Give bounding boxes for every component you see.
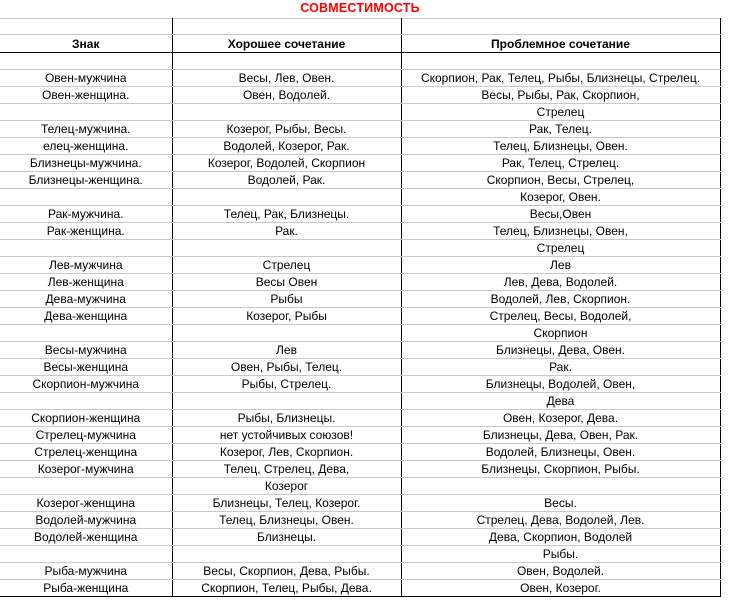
cell-bad: Лев <box>401 257 720 274</box>
cell-bad: Близнецы, Скорпион, Рыбы. <box>401 461 720 478</box>
cell-good: Козерог, Водолей, Скорпион <box>172 155 401 172</box>
cell-bad: Рак. <box>401 359 720 376</box>
cell-sign: Лев-женщина <box>0 274 172 291</box>
cell-sign: Весы-мужчина <box>0 342 172 359</box>
cell-bad: Стрелец <box>401 104 720 121</box>
cell-sign: Водолей-женщина <box>0 529 172 546</box>
cell-good <box>172 189 401 206</box>
cell-good: нет устойчивых союзов! <box>172 427 401 444</box>
table-row <box>0 580 720 597</box>
cell-good <box>172 393 401 410</box>
table-row <box>0 563 720 580</box>
cell-good: Козерог <box>172 478 401 495</box>
cell-bad: Телец, Близнецы, Овен. <box>401 138 720 155</box>
sheet-title: СОВМЕСТИМОСТЬ <box>300 1 420 15</box>
cell-sign: Близнецы-женщина. <box>0 172 172 189</box>
cell-good: Весы, Скорпион, Дева, Рыбы. <box>172 563 401 580</box>
table-row <box>0 359 720 376</box>
table-row <box>0 274 720 291</box>
table-row <box>0 104 720 121</box>
cell-bad: Водолей, Лев, Скорпион. <box>401 291 720 308</box>
cell-good <box>172 53 401 70</box>
cell-sign <box>0 325 172 342</box>
table-row <box>0 495 720 512</box>
table-row <box>0 138 720 155</box>
cell-bad: Овен, Козерог, Дева. <box>401 410 720 427</box>
cell-good: Телец, Близнецы, Овен. <box>172 512 401 529</box>
cell-good: Весы, Лев, Овен. <box>172 70 401 87</box>
cell-bad: Дева, Скорпион, Водолей <box>401 529 720 546</box>
table-row <box>0 393 720 410</box>
table-row <box>0 427 720 444</box>
header-row <box>0 35 720 53</box>
spacer-row <box>0 18 720 35</box>
table-row <box>0 155 720 172</box>
table-row <box>0 478 720 495</box>
table-row <box>0 410 720 427</box>
cell-bad: Рак, Телец. <box>401 121 720 138</box>
cell-sign: Рак-женщина. <box>0 223 172 240</box>
table-row <box>0 325 720 342</box>
table-row <box>0 223 720 240</box>
cell-sign: Козерог-женщина <box>0 495 172 512</box>
table-row <box>0 121 720 138</box>
cell-bad: Весы. <box>401 495 720 512</box>
cell-good: Телец, Рак, Близнецы. <box>172 206 401 223</box>
cell-sign: Овен-мужчина <box>0 70 172 87</box>
cell-sign: Телец-мужчина. <box>0 121 172 138</box>
cell-bad: Овен, Козерог. <box>401 580 720 597</box>
table-row <box>0 461 720 478</box>
cell-sign: Рыба-женщина <box>0 580 172 597</box>
table-row <box>0 53 720 70</box>
cell-bad: Скорпион, Рак, Телец, Рыбы, Близнецы, Стрелец. <box>401 70 720 87</box>
cell-good: Козерог, Рыбы <box>172 308 401 325</box>
cell-sign <box>0 393 172 410</box>
table-row <box>0 546 720 563</box>
cell-good: Телец, Стрелец, Дева, <box>172 461 401 478</box>
cell-good: Рыбы, Стрелец. <box>172 376 401 393</box>
cell-bad: Близнецы, Дева, Овен, Рак. <box>401 427 720 444</box>
table-row <box>0 444 720 461</box>
cell-good: Козерог, Лев, Скорпион. <box>172 444 401 461</box>
cell-sign: Весы-женщина <box>0 359 172 376</box>
cell-good <box>172 325 401 342</box>
cell-good: Лев <box>172 342 401 359</box>
cell-good: Близнецы, Телец, Козерог. <box>172 495 401 512</box>
cell-sign <box>0 240 172 257</box>
cell-sign <box>0 478 172 495</box>
cell-bad: Козерог, Овен. <box>401 189 720 206</box>
cell-bad: Телец, Близнецы, Овен, <box>401 223 720 240</box>
cell-bad: Стрелец, Весы, Водолей, <box>401 308 720 325</box>
cell-bad <box>401 478 720 495</box>
cell-good: Козерог, Рыбы, Весы. <box>172 121 401 138</box>
cell-good: Овен, Рыбы, Телец. <box>172 359 401 376</box>
cell-good: Близнецы. <box>172 529 401 546</box>
cell-sign: Козерог-мужчина <box>0 461 172 478</box>
table-row <box>0 291 720 308</box>
table-row <box>0 342 720 359</box>
cell-bad: Овен, Водолей. <box>401 563 720 580</box>
cell-bad: Скорпион, Весы, Стрелец, <box>401 172 720 189</box>
cell-sign <box>0 189 172 206</box>
cell-bad: Стрелец, Дева, Водолей, Лев. <box>401 512 720 529</box>
cell-good: Рыбы <box>172 291 401 308</box>
table-row <box>0 376 720 393</box>
cell-sign: Овен-женщина. <box>0 87 172 104</box>
cell-sign: Рыба-мужчина <box>0 563 172 580</box>
cell-sign: Стрелец-женщина <box>0 444 172 461</box>
table-row <box>0 308 720 325</box>
cell-bad: Скорпион <box>401 325 720 342</box>
cell-bad: Дева <box>401 393 720 410</box>
cell-good: Водолей, Рак. <box>172 172 401 189</box>
cell-sign <box>0 104 172 121</box>
cell-bad: Рак, Телец, Стрелец. <box>401 155 720 172</box>
cell-bad: Близнецы, Водолей, Овен, <box>401 376 720 393</box>
cell-bad: Весы,Овен <box>401 206 720 223</box>
cell-good: Рыбы, Близнецы. <box>172 410 401 427</box>
cell-good <box>172 546 401 563</box>
cell-good <box>172 240 401 257</box>
cell-bad: Близнецы, Дева, Овен. <box>401 342 720 359</box>
table-row <box>0 70 720 87</box>
cell-good: Водолей, Козерог, Рак. <box>172 138 401 155</box>
table-row <box>0 257 720 274</box>
cell-sign <box>0 53 172 70</box>
cell-good: Весы Овен <box>172 274 401 291</box>
table-row <box>0 240 720 257</box>
compatibility-table <box>0 18 721 597</box>
cell-sign: Скорпион-мужчина <box>0 376 172 393</box>
cell-good: Рак. <box>172 223 401 240</box>
cell-sign <box>0 546 172 563</box>
cell-bad: Весы, Рыбы, Рак, Скорпион, <box>401 87 720 104</box>
cell-sign: Скорпион-женщина <box>0 410 172 427</box>
table-row <box>0 529 720 546</box>
cell-bad: Стрелец <box>401 240 720 257</box>
cell-sign: Близнецы-мужчина. <box>0 155 172 172</box>
cell-sign: Стрелец-мужчина <box>0 427 172 444</box>
header-good: Хорошее сочетание <box>172 35 401 53</box>
table-row <box>0 172 720 189</box>
table-row <box>0 206 720 223</box>
cell-bad: Рыбы. <box>401 546 720 563</box>
cell-good: Стрелец <box>172 257 401 274</box>
cell-good: Скорпион, Телец, Рыбы, Дева. <box>172 580 401 597</box>
cell-good: Овен, Водолей. <box>172 87 401 104</box>
table-row <box>0 87 720 104</box>
cell-sign: Дева-женщина <box>0 308 172 325</box>
cell-bad: Лев, Дева, Водолей. <box>401 274 720 291</box>
cell-sign: Дева-мужчина <box>0 291 172 308</box>
cell-bad <box>401 53 720 70</box>
title-row <box>0 0 720 19</box>
cell-sign: Лев-мужчина <box>0 257 172 274</box>
header-bad: Проблемное сочетание <box>401 35 720 53</box>
table-row <box>0 189 720 206</box>
cell-sign: Водолей-мужчина <box>0 512 172 529</box>
cell-good <box>172 104 401 121</box>
cell-sign: елец-женщина. <box>0 138 172 155</box>
table-row <box>0 512 720 529</box>
cell-bad: Водолей, Близнецы, Овен. <box>401 444 720 461</box>
cell-sign: Рак-мужчина. <box>0 206 172 223</box>
header-sign: Знак <box>0 35 172 53</box>
